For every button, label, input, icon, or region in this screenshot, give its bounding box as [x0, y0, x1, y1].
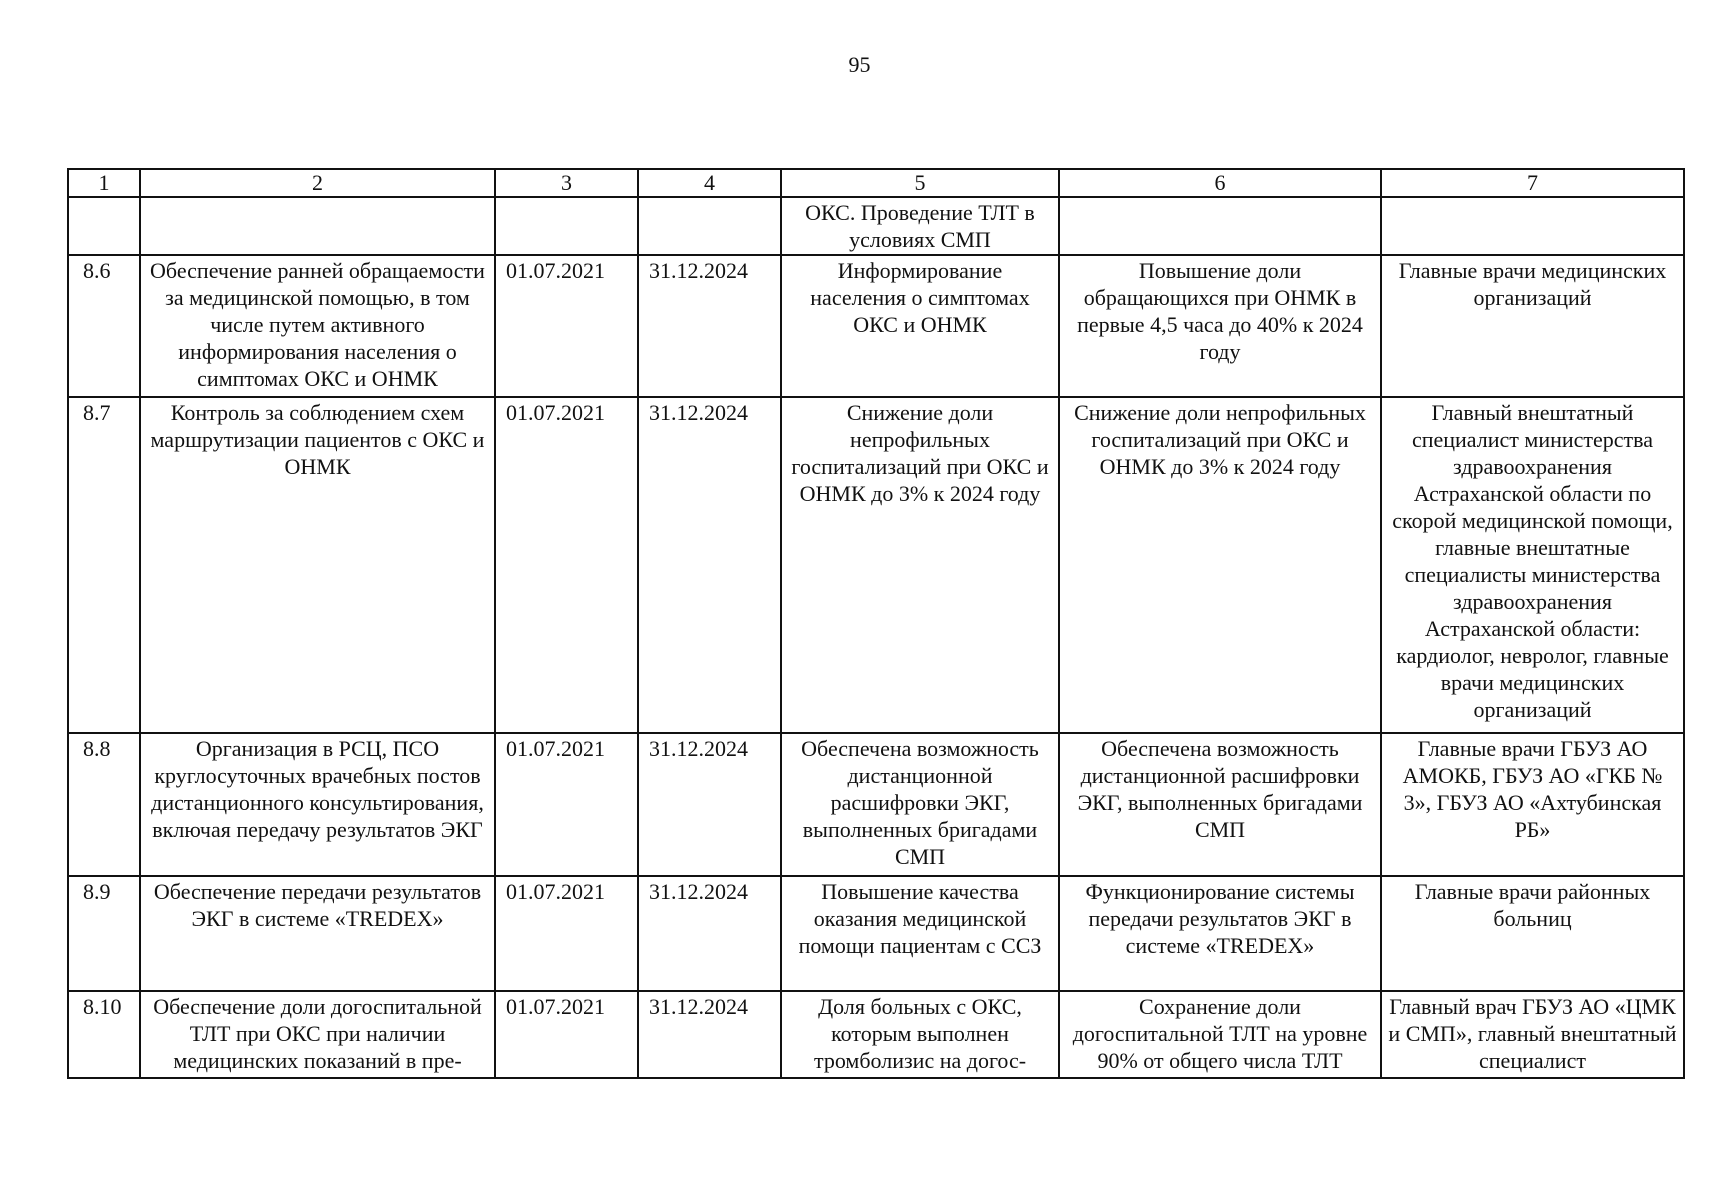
table-row: [68, 397, 1684, 733]
table-row: [68, 255, 1684, 397]
measure-cell: Организация в РСЦ, ПСО круглосуточных врачебных постов дистанционного консультирования, включая передачу результатов ЭКГ: [140, 733, 495, 876]
end-date-cell: 31.12.2024: [638, 876, 781, 991]
end-date-cell: 31.12.2024: [638, 397, 781, 733]
column-number-header: 4: [638, 169, 781, 197]
result-cell: Повышение качества оказания медицинской помощи пациентам с ССЗ: [781, 876, 1059, 991]
result-cell: ОКС. Проведение ТЛТ в условиях СМП: [781, 197, 1059, 255]
row-number-cell: 8.8: [68, 733, 140, 876]
end-date-cell: 31.12.2024: [638, 733, 781, 876]
column-number-header: 7: [1381, 169, 1684, 197]
measure-cell: Контроль за соблюдением схем маршрутизации пациентов с ОКС и ОНМК: [140, 397, 495, 733]
column-number-header: 5: [781, 169, 1059, 197]
measure-cell: Обеспечение доли догоспитальной ТЛТ при ОКС при наличии медицинских показаний в пре-: [140, 991, 495, 1078]
responsible-cell: [1381, 197, 1684, 255]
result-cell: Снижение доли непрофильных госпитализаций при ОКС и ОНМК до 3% к 2024 году: [781, 397, 1059, 733]
indicator-cell: Функционирование системы передачи результатов ЭКГ в системе «TREDEX»: [1059, 876, 1381, 991]
indicator-cell: Повышение доли обращающихся при ОНМК в первые 4,5 часа до 40% к 2024 году: [1059, 255, 1381, 397]
start-date-cell: 01.07.2021: [495, 991, 638, 1078]
table-row: [68, 876, 1684, 991]
start-date-cell: 01.07.2021: [495, 733, 638, 876]
row-number-cell: 8.10: [68, 991, 140, 1078]
responsible-cell: Главный врач ГБУЗ АО «ЦМК и СМП», главный внештатный специалист: [1381, 991, 1684, 1078]
start-date-cell: 01.07.2021: [495, 397, 638, 733]
measure-cell: [140, 197, 495, 255]
end-date-cell: [638, 197, 781, 255]
column-number-header: 2: [140, 169, 495, 197]
column-number-header: 3: [495, 169, 638, 197]
indicator-cell: Снижение доли непрофильных госпитализаций при ОКС и ОНМК до 3% к 2024 году: [1059, 397, 1381, 733]
indicator-cell: Сохранение доли догоспитальной ТЛТ на уровне 90% от общего числа ТЛТ: [1059, 991, 1381, 1078]
table-row: [68, 733, 1684, 876]
column-number-header: 1: [68, 169, 140, 197]
measure-cell: Обеспечение ранней обращаемости за медицинской помощью, в том числе путем активного информирования населения о симптомах ОКС и ОНМК: [140, 255, 495, 397]
table-container: [67, 168, 1683, 1079]
result-cell: Информирование населения о симптомах ОКС и ОНМК: [781, 255, 1059, 397]
action-plan-table: [67, 168, 1685, 1079]
row-number-cell: [68, 197, 140, 255]
table-row: [68, 991, 1684, 1078]
result-cell: Доля больных с ОКС, которым выполнен тромболизис на догос-: [781, 991, 1059, 1078]
start-date-cell: [495, 197, 638, 255]
responsible-cell: Главные врачи ГБУЗ АО АМОКБ, ГБУЗ АО «ГКБ № 3», ГБУЗ АО «Ахтубинская РБ»: [1381, 733, 1684, 876]
table-row: [68, 197, 1684, 255]
row-number-cell: 8.9: [68, 876, 140, 991]
responsible-cell: Главные врачи районных больниц: [1381, 876, 1684, 991]
page-number: 95: [848, 52, 871, 77]
start-date-cell: 01.07.2021: [495, 255, 638, 397]
row-number-cell: 8.7: [68, 397, 140, 733]
indicator-cell: Обеспечена возможность дистанционной расшифровки ЭКГ, выполненных бригадами СМП: [1059, 733, 1381, 876]
responsible-cell: Главный внештатный специалист министерства здравоохранения Астраханской области по скорой медицинской помощи, главные внештатные специалисты министерства здравоохранения Астраханской области: кардиолог, невролог, главные врачи медицинских организаций: [1381, 397, 1684, 733]
end-date-cell: 31.12.2024: [638, 255, 781, 397]
column-number-header: 6: [1059, 169, 1381, 197]
start-date-cell: 01.07.2021: [495, 876, 638, 991]
responsible-cell: Главные врачи медицинских организаций: [1381, 255, 1684, 397]
result-cell: Обеспечена возможность дистанционной расшифровки ЭКГ, выполненных бригадами СМП: [781, 733, 1059, 876]
end-date-cell: 31.12.2024: [638, 991, 781, 1078]
column-number-row: [68, 169, 1684, 197]
measure-cell: Обеспечение передачи результатов ЭКГ в системе «TREDEX»: [140, 876, 495, 991]
row-number-cell: 8.6: [68, 255, 140, 397]
indicator-cell: [1059, 197, 1381, 255]
